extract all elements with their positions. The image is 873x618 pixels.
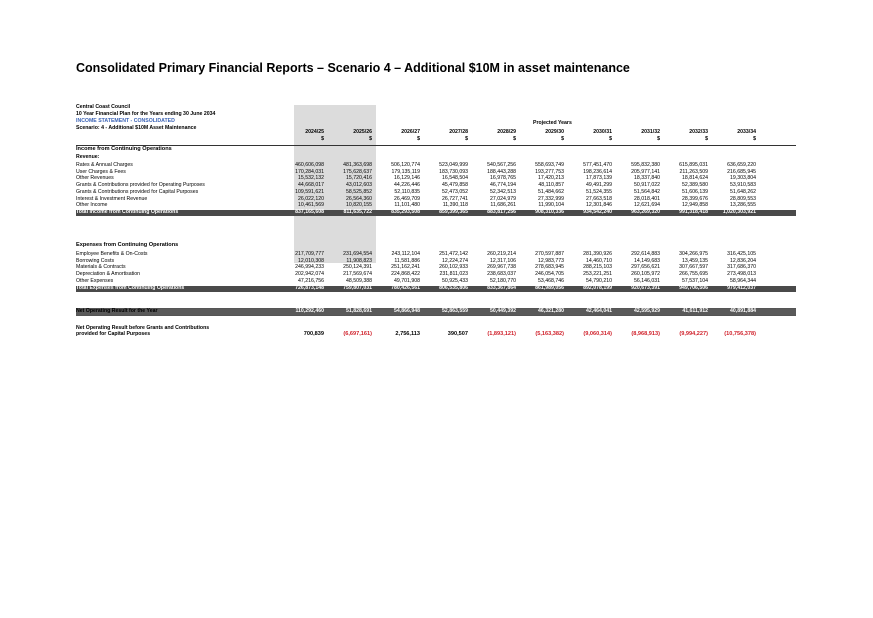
row-value: (10,756,378) xyxy=(724,331,756,337)
row-value: (9,060,314) xyxy=(583,331,612,337)
row-value: 481,363,698 xyxy=(343,162,372,168)
row-value: 54,866,948 xyxy=(394,308,420,314)
row-value: 17,420,213 xyxy=(538,175,564,182)
row-value: 47,216,756 xyxy=(298,277,324,284)
row-value: (8,968,913) xyxy=(631,331,660,337)
row-label: Employee Benefits & On-Costs xyxy=(76,251,148,257)
row-value: 110,292,460 xyxy=(295,308,324,314)
row-value: 726,873,148 xyxy=(295,284,324,291)
row-value: 26,022,120 xyxy=(298,195,324,202)
row-label: Other Income xyxy=(76,202,108,209)
row-value: 12,317,106 xyxy=(490,257,516,264)
row-value: 806,535,806 xyxy=(439,284,468,291)
row-value: 273,498,013 xyxy=(727,271,756,278)
row-value: 281,390,926 xyxy=(583,251,612,257)
year-header: 2031/32 xyxy=(641,129,660,135)
org-name: Central Coast Council xyxy=(76,104,131,110)
row-value: 231,811,023 xyxy=(439,271,468,278)
row-value: 12,010,308 xyxy=(298,257,324,264)
row-value: (6,697,161) xyxy=(343,331,372,337)
year-header: 2025/26 xyxy=(353,129,372,135)
row-value: 52,180,770 xyxy=(490,277,516,284)
row-value: 11,390,118 xyxy=(442,202,468,209)
currency-header: $ xyxy=(657,136,660,142)
row-value: 859,399,365 xyxy=(439,208,468,215)
row-value: 12,224,274 xyxy=(442,257,468,264)
row-value: 12,949,858 xyxy=(682,202,708,209)
net-result-row xyxy=(76,308,796,316)
row-value: 1,020,303,921 xyxy=(722,208,756,215)
row-value: 260,102,933 xyxy=(439,264,468,271)
row-value: 58,964,344 xyxy=(730,277,756,284)
row-value: 44,226,446 xyxy=(394,182,420,189)
row-value: 920,673,391 xyxy=(631,284,660,291)
row-value: 216,685,945 xyxy=(727,168,756,175)
year-header: 2028/29 xyxy=(497,129,516,135)
row-value: 10,461,569 xyxy=(298,202,324,209)
plan-title: 10 Year Financial Plan for the Years ending 30 June 2034 xyxy=(76,111,216,117)
row-label: Expenses from Continuing Operations xyxy=(76,242,179,248)
row-value: 18,814,624 xyxy=(682,175,708,182)
row-value: 45,479,858 xyxy=(442,182,468,189)
row-value: 50,917,022 xyxy=(634,182,660,189)
row-value: 991,318,418 xyxy=(679,208,708,215)
row-value: (9,994,227) xyxy=(679,331,708,337)
row-value: 56,146,031 xyxy=(634,277,660,284)
row-value: 963,269,320 xyxy=(631,208,660,215)
row-value: 19,303,804 xyxy=(730,175,756,182)
row-value: 28,399,676 xyxy=(682,195,708,202)
row-value: 44,668,017 xyxy=(298,182,324,189)
row-value: 269,967,738 xyxy=(487,264,516,271)
row-value: 52,389,580 xyxy=(682,182,708,189)
row-value: 292,614,883 xyxy=(631,251,660,257)
row-value: 615,895,031 xyxy=(679,162,708,168)
year-header: 2030/31 xyxy=(593,129,612,135)
currency-header: $ xyxy=(417,136,420,142)
row-value: 11,686,261 xyxy=(490,202,516,209)
row-value: 811,635,722 xyxy=(343,208,372,215)
row-value: 11,908,823 xyxy=(346,257,372,264)
row-label: Net Operating Result for the Year xyxy=(76,308,158,314)
income-section-heading xyxy=(76,147,796,153)
row-value: 205,977,141 xyxy=(631,168,660,175)
currency-header: $ xyxy=(753,136,756,142)
year-header: 2033/34 xyxy=(737,129,756,135)
row-value: 175,628,637 xyxy=(343,168,372,175)
row-value: 52,473,052 xyxy=(442,188,468,195)
row-value: 558,693,749 xyxy=(535,162,564,168)
row-value: 48,509,388 xyxy=(346,277,372,284)
row-value: 246,994,233 xyxy=(295,264,324,271)
row-value: 307,667,597 xyxy=(679,264,708,271)
row-value: 202,942,074 xyxy=(295,271,324,278)
row-value: 908,310,336 xyxy=(535,208,564,215)
currency-header: $ xyxy=(561,136,564,142)
row-value: 49,491,299 xyxy=(586,182,612,189)
row-value: 949,706,506 xyxy=(679,284,708,291)
row-value: 27,024,979 xyxy=(490,195,516,202)
row-value: 759,807,031 xyxy=(343,284,372,291)
row-value: 15,720,416 xyxy=(346,175,372,182)
row-value: 217,569,674 xyxy=(343,271,372,278)
row-label: Depreciation & Amortisation xyxy=(76,271,141,278)
row-value: 211,263,509 xyxy=(679,168,708,175)
divider xyxy=(76,145,796,146)
expense-row xyxy=(76,279,796,285)
row-label: Interest & Investment Revenue xyxy=(76,195,148,202)
row-value: 523,049,999 xyxy=(439,162,468,168)
row-value: 260,219,214 xyxy=(487,251,516,257)
row-value: 188,443,288 xyxy=(487,168,516,175)
row-label: Grants & Contributions provided for Operating Purposes xyxy=(76,182,205,189)
row-value: 250,124,391 xyxy=(343,264,372,271)
row-value: 49,701,908 xyxy=(394,277,420,284)
currency-header: $ xyxy=(321,136,324,142)
row-label: User Charges & Fees xyxy=(76,168,126,175)
row-value: 42,464,041 xyxy=(586,308,612,314)
row-label: Borrowing Costs xyxy=(76,257,115,264)
row-value: 58,525,852 xyxy=(346,188,372,195)
currency-header: $ xyxy=(513,136,516,142)
row-label: Total Expenses from Continuing Operations xyxy=(76,284,185,291)
row-label: Total Income from Continuing Operations xyxy=(76,208,179,215)
year-header: 2032/33 xyxy=(689,129,708,135)
row-value: 231,694,554 xyxy=(343,251,372,257)
row-value: 179,135,119 xyxy=(391,168,420,175)
row-value: 51,484,662 xyxy=(538,188,564,195)
row-value: 52,110,835 xyxy=(394,188,420,195)
row-value: 270,597,887 xyxy=(535,251,564,257)
row-value: 12,836,204 xyxy=(730,257,756,264)
row-value: 18,337,840 xyxy=(634,175,660,182)
row-value: 11,101,480 xyxy=(394,202,420,209)
row-value: 390,507 xyxy=(447,331,468,337)
row-value: (1,893,121) xyxy=(487,331,516,337)
row-label: Revenue: xyxy=(76,154,100,160)
row-value: 13,286,555 xyxy=(730,202,756,209)
year-header: 2027/28 xyxy=(449,129,468,135)
row-value: 12,301,846 xyxy=(586,202,612,209)
row-value: 837,165,608 xyxy=(295,208,324,215)
row-value: 540,567,256 xyxy=(487,162,516,168)
row-value: 51,648,262 xyxy=(730,188,756,195)
row-value: 43,012,603 xyxy=(346,182,372,189)
currency-header: $ xyxy=(705,136,708,142)
year-header: 2029/30 xyxy=(545,129,564,135)
row-value: 934,542,240 xyxy=(583,208,612,215)
row-value: 595,832,380 xyxy=(631,162,660,168)
row-label: Net Operating Result before Grants and Contributions xyxy=(76,325,210,331)
currency-header: $ xyxy=(609,136,612,142)
row-value: 27,663,518 xyxy=(586,195,612,202)
row-label: Rates & Annual Charges xyxy=(76,162,133,168)
row-label: Other Revenues xyxy=(76,175,114,182)
row-value: 861,989,056 xyxy=(535,284,564,291)
row-value: 193,277,753 xyxy=(535,168,564,175)
row-label: Income from Continuing Operations xyxy=(76,146,172,152)
row-value: 46,774,194 xyxy=(490,182,516,189)
row-value: 780,426,561 xyxy=(391,284,420,291)
row-value: 26,727,741 xyxy=(442,195,468,202)
row-value: 183,730,093 xyxy=(439,168,468,175)
row-value: 833,367,864 xyxy=(487,284,516,291)
net-before-grants-row xyxy=(76,332,796,338)
currency-header: $ xyxy=(465,136,468,142)
row-value: 52,863,559 xyxy=(442,308,468,314)
expenses-section-heading xyxy=(76,243,796,249)
row-value: 979,412,037 xyxy=(727,284,756,291)
row-value: 109,591,621 xyxy=(295,188,324,195)
row-value: 460,606,098 xyxy=(295,162,324,168)
revenue-subheading xyxy=(76,155,796,161)
row-value: 13,459,135 xyxy=(682,257,708,264)
row-value: 14,149,683 xyxy=(634,257,660,264)
row-value: 16,978,765 xyxy=(490,175,516,182)
row-value: 700,839 xyxy=(303,331,324,337)
row-value: 217,709,777 xyxy=(295,251,324,257)
row-value: 17,873,139 xyxy=(586,175,612,182)
row-value: 883,817,256 xyxy=(487,208,516,215)
row-value: 54,790,210 xyxy=(586,277,612,284)
row-value: 51,828,691 xyxy=(346,308,372,314)
row-value: 28,809,553 xyxy=(730,195,756,202)
row-value: 10,820,155 xyxy=(346,202,372,209)
currency-header: $ xyxy=(369,136,372,142)
row-value: 51,524,355 xyxy=(586,188,612,195)
row-value: 636,659,220 xyxy=(727,162,756,168)
row-value: 46,321,280 xyxy=(538,308,564,314)
row-value: 266,755,695 xyxy=(679,271,708,278)
projected-years-label: Projected Years xyxy=(533,120,572,126)
row-value: 278,683,945 xyxy=(535,264,564,271)
row-value: 50,449,392 xyxy=(490,308,516,314)
row-value: (5,163,382) xyxy=(535,331,564,337)
row-value: 26,469,709 xyxy=(394,195,420,202)
row-value: 297,656,621 xyxy=(631,264,660,271)
row-value: 251,472,142 xyxy=(439,251,468,257)
page-title: Consolidated Primary Financial Reports – Scenario 4 – Additional $10M in asset maintenance xyxy=(76,61,630,75)
row-value: 304,266,975 xyxy=(679,251,708,257)
row-value: 27,332,999 xyxy=(538,195,564,202)
row-value: 11,581,886 xyxy=(394,257,420,264)
row-value: 506,120,774 xyxy=(391,162,420,168)
row-value: 53,468,746 xyxy=(538,277,564,284)
row-value: 57,537,104 xyxy=(682,277,708,284)
expense-total-row xyxy=(76,286,796,292)
row-value: 317,686,370 xyxy=(727,264,756,271)
row-value: 316,425,105 xyxy=(727,251,756,257)
row-value: 48,110,857 xyxy=(538,182,564,189)
row-value: 15,532,132 xyxy=(298,175,324,182)
row-value: 892,078,199 xyxy=(583,284,612,291)
row-value: 42,595,929 xyxy=(634,308,660,314)
row-value: 288,215,103 xyxy=(583,264,612,271)
row-label: Grants & Contributions provided for Capital Purposes xyxy=(76,188,199,195)
row-label: Materials & Contracts xyxy=(76,264,126,271)
income-total-row xyxy=(76,210,796,216)
row-value: 16,548,504 xyxy=(442,175,468,182)
row-value: 2,756,113 xyxy=(395,331,420,337)
row-value: 170,284,031 xyxy=(295,168,324,175)
row-value: 577,451,470 xyxy=(583,162,612,168)
row-value: 14,460,710 xyxy=(586,257,612,264)
row-value: 251,162,241 xyxy=(391,264,420,271)
row-value: 224,868,422 xyxy=(391,271,420,278)
row-value: 51,564,842 xyxy=(634,188,660,195)
row-value: 40,891,884 xyxy=(730,308,756,314)
row-value: 260,105,972 xyxy=(631,271,660,278)
row-value: 11,990,104 xyxy=(538,202,564,209)
year-header: 2024/25 xyxy=(305,129,324,135)
row-value: 238,683,037 xyxy=(487,271,516,278)
row-value: 12,621,694 xyxy=(634,202,660,209)
row-value: 12,983,773 xyxy=(538,257,564,264)
row-value: 246,054,705 xyxy=(535,271,564,278)
statement-title: INCOME STATEMENT - CONSOLIDATED xyxy=(76,118,175,124)
row-value: 28,018,401 xyxy=(634,195,660,202)
row-value: 52,342,513 xyxy=(490,188,516,195)
row-label: provided for Capital Purposes xyxy=(76,331,151,337)
year-header: 2026/27 xyxy=(401,129,420,135)
row-value: 26,564,360 xyxy=(346,195,372,202)
row-value: 253,221,251 xyxy=(583,271,612,278)
row-value: 16,129,146 xyxy=(394,175,420,182)
scenario-title: Scenario: 4 - Additional $10M Asset Maintenance xyxy=(76,125,197,131)
row-value: 243,112,104 xyxy=(391,251,420,257)
row-label: Other Expenses xyxy=(76,277,114,284)
row-value: 835,293,508 xyxy=(391,208,420,215)
row-value: 50,925,433 xyxy=(442,277,468,284)
row-value: 51,606,139 xyxy=(682,188,708,195)
row-value: 198,236,614 xyxy=(583,168,612,175)
row-value: 53,910,583 xyxy=(730,182,756,189)
row-value: 41,611,912 xyxy=(682,308,708,314)
income-row xyxy=(76,190,796,196)
